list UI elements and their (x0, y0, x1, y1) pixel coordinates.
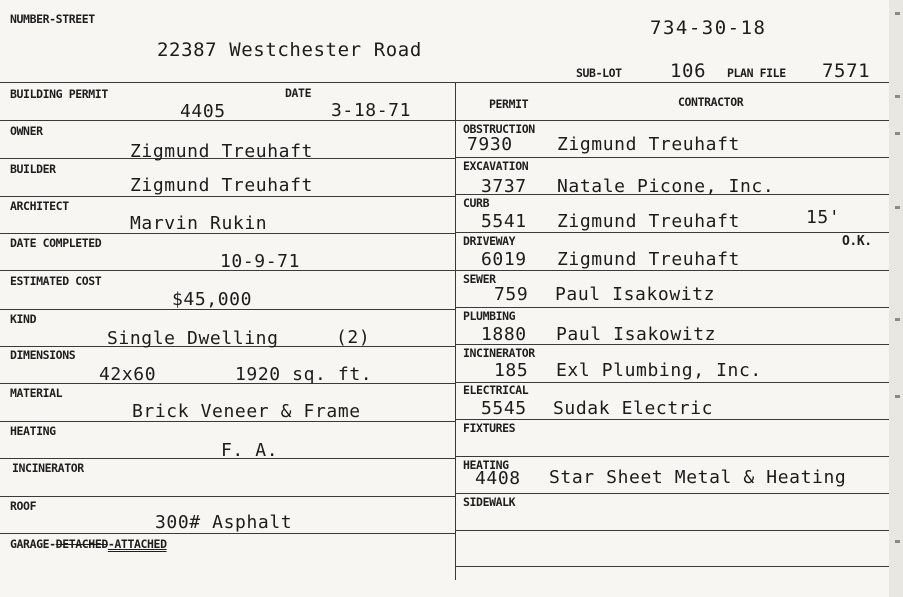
right-rule (455, 566, 890, 567)
obstruction-permit: 7930 (467, 134, 513, 155)
kind-value: Single Dwelling (107, 328, 279, 349)
electrical-contractor: Sudak Electric (553, 398, 714, 419)
right-rule (455, 232, 890, 233)
heating-value: F. A. (221, 440, 279, 461)
roof-value: 300# Asphalt (155, 512, 293, 533)
plan-file-label: PLAN FILE (727, 66, 786, 80)
owner-label: OWNER (10, 124, 43, 138)
excavation-permit: 3737 (481, 176, 527, 197)
plumbing-permit: 1880 (481, 324, 527, 345)
date-value: 3-18-71 (331, 100, 412, 121)
edge-speck (895, 132, 900, 135)
estimated-cost-label: ESTIMATED COST (10, 274, 102, 288)
right-rule (455, 419, 890, 420)
permit-column-header: PERMIT (489, 97, 529, 111)
sewer-label: SEWER (463, 272, 496, 286)
garage-detached-struck: DETACHED (55, 537, 108, 551)
right-rule (455, 307, 890, 308)
right-rule (455, 120, 890, 121)
heating-contractor: Star Sheet Metal & Heating (549, 467, 847, 488)
edge-speck (895, 318, 900, 321)
sewer-permit: 759 (494, 284, 529, 305)
kind-count: (2) (336, 327, 371, 348)
architect-value: Marvin Rukin (130, 213, 268, 234)
driveway-note: O.K. (842, 234, 872, 249)
excavation-contractor: Natale Picone, Inc. (557, 176, 775, 197)
incinerator-permit: 185 (494, 360, 529, 381)
estimated-cost-value: $45,000 (172, 289, 253, 310)
electrical-label: ELECTRICAL (463, 383, 529, 397)
date-completed-value: 10-9-71 (220, 251, 301, 272)
curb-label: CURB (463, 196, 490, 210)
scan-edge (889, 0, 903, 597)
sub-lot-value: 106 (670, 60, 707, 82)
kind-label: KIND (10, 312, 37, 326)
right-rule (455, 456, 890, 457)
dimensions-area: 1920 sq. ft. (235, 364, 373, 385)
heating-label: HEATING (10, 424, 56, 438)
plumbing-label: PLUMBING (463, 309, 516, 323)
left-rule (0, 496, 455, 497)
driveway-permit: 6019 (481, 249, 527, 270)
driveway-label: DRIVEWAY (463, 234, 516, 248)
right-rule (455, 157, 890, 158)
builder-value: Zigmund Treuhaft (130, 175, 313, 196)
date-completed-label: DATE COMPLETED (10, 236, 102, 250)
header-rule (0, 82, 890, 83)
building-permit-value: 4405 (180, 101, 226, 122)
edge-speck (895, 395, 900, 398)
dimensions-label: DIMENSIONS (10, 348, 76, 362)
garage-label: GARAGE- (10, 537, 56, 551)
date-label: DATE (285, 86, 312, 100)
edge-speck (895, 206, 900, 209)
edge-speck (895, 12, 900, 15)
sewer-contractor: Paul Isakowitz (555, 284, 716, 305)
roof-label: ROOF (10, 499, 37, 513)
heating-permit-label: HEATING (463, 458, 509, 472)
heating-permit: 4408 (475, 468, 521, 489)
left-rule (0, 533, 455, 534)
architect-label: ARCHITECT (10, 199, 69, 213)
obstruction-label: OBSTRUCTION (463, 122, 535, 136)
edge-speck (895, 95, 900, 98)
curb-contractor: Zigmund Treuhaft (557, 211, 740, 232)
card-number: 734-30-18 (650, 17, 767, 39)
incinerator-permit-label: INCINERATOR (463, 346, 535, 360)
sub-lot-label: SUB-LOT (576, 66, 622, 80)
right-rule (455, 493, 890, 494)
garage-attached: -ATTACHED (107, 537, 167, 551)
address: 22387 Westchester Road (157, 39, 422, 61)
edge-speck (895, 540, 900, 543)
plumbing-contractor: Paul Isakowitz (556, 324, 717, 345)
material-value: Brick Veneer & Frame (132, 401, 361, 422)
incinerator-contractor: Exl Plumbing, Inc. (556, 360, 762, 381)
excavation-label: EXCAVATION (463, 159, 529, 173)
left-rule (0, 383, 455, 384)
right-rule (455, 270, 890, 271)
driveway-contractor: Zigmund Treuhaft (557, 249, 740, 270)
contractor-column-header: CONTRACTOR (678, 95, 744, 109)
number-street-label: NUMBER-STREET (10, 12, 95, 26)
curb-note: 15' (806, 207, 841, 228)
owner-value: Zigmund Treuhaft (130, 141, 313, 162)
garage-field (10, 537, 167, 551)
plan-file-value: 7571 (822, 60, 871, 82)
right-rule (455, 530, 890, 531)
left-rule (0, 196, 455, 197)
electrical-permit: 5545 (481, 398, 527, 419)
incinerator-label: INCINERATOR (12, 461, 84, 475)
fixtures-label: FIXTURES (463, 421, 516, 435)
building-permit-label: BUILDING PERMIT (10, 87, 108, 101)
dimensions-value: 42x60 (99, 364, 157, 385)
builder-label: BUILDER (10, 162, 56, 176)
sidewalk-label: SIDEWALK (463, 495, 516, 509)
obstruction-contractor: Zigmund Treuhaft (557, 134, 740, 155)
material-label: MATERIAL (10, 386, 63, 400)
curb-permit: 5541 (481, 211, 527, 232)
